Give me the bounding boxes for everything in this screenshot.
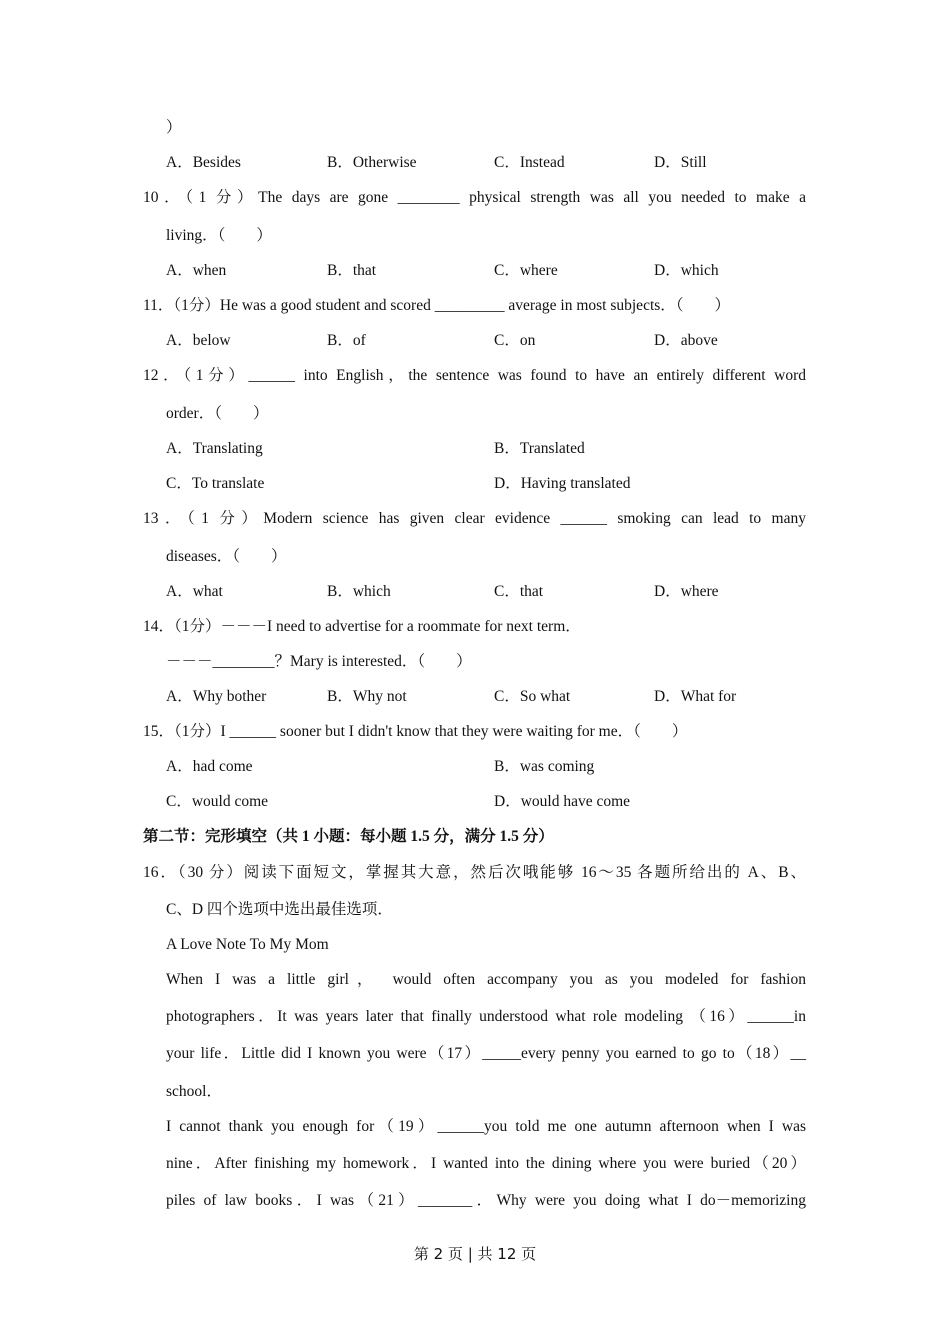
question-9-continuation: ） xyxy=(166,119,182,136)
q10-option-c: C．where xyxy=(494,262,558,279)
passage-line: piles of law books．I was（21）_______．Why were you doing what I do－memorizing xyxy=(166,1192,806,1209)
q15-option-c: C．would come xyxy=(166,793,269,810)
question-13-stem-cont: diseases．（ ） xyxy=(166,548,287,565)
q11-option-c: C．on xyxy=(494,332,536,349)
question-16-instructions-cont: C、D 四个选项中选出最佳选项． xyxy=(166,901,393,918)
q14-option-a: A．Why bother xyxy=(166,688,267,705)
q15-option-b: B．was coming xyxy=(494,758,595,775)
q10-option-a: A．when xyxy=(166,262,227,279)
q10-option-d: D．which xyxy=(654,262,719,279)
q14-option-d: D．What for xyxy=(654,688,737,705)
question-13-stem: 13．（1 分）Modern science has given clear evidence ______ smoking can lead to many xyxy=(143,510,806,527)
q11-option-d: D．above xyxy=(654,332,718,349)
passage-line: nine．After finishing my homework．I wanted into the dining where you were buried（20） xyxy=(166,1155,806,1172)
q12-option-a: A．Translating xyxy=(166,440,263,457)
question-12-stem: 12．（1分）______ into English，the sentence was found to have an entirely different word xyxy=(143,367,806,384)
q9-option-a: A．Besides xyxy=(166,154,241,171)
q13-option-a: A．what xyxy=(166,583,223,600)
question-14-stem-cont: －－－________？Mary is interested．（ ） xyxy=(166,653,472,670)
passage-line: When I was a little girl， would often accompany you as you modeled for fashion xyxy=(166,971,806,988)
q9-option-d: D．Still xyxy=(654,154,707,171)
question-11-stem: 11．（1分）He was a good student and scored _________ average in most subjects．（ ） xyxy=(143,297,731,314)
q13-option-d: D．where xyxy=(654,583,719,600)
q12-option-b: B．Translated xyxy=(494,440,585,457)
q13-option-c: C．that xyxy=(494,583,544,600)
q12-option-d: D．Having translated xyxy=(494,475,631,492)
q11-option-a: A．below xyxy=(166,332,231,349)
passage-title: A Love Note To My Mom xyxy=(166,936,329,953)
q14-option-b: B．Why not xyxy=(327,688,407,705)
question-15-stem: 15．（1分）I ______ sooner but I didn't know that they were waiting for me．（ ） xyxy=(143,723,688,740)
q15-option-d: D．would have come xyxy=(494,793,631,810)
q10-option-b: B．that xyxy=(327,262,377,279)
question-16-instructions: 16．（30 分）阅读下面短文，掌握其大意，然后次哦能够 16～35 各题所给出的 A、B、 xyxy=(143,864,806,881)
question-10-stem-cont: living．（ ） xyxy=(166,227,272,244)
question-10-stem: 10．（1 分）The days are gone ________ physical strength was all you needed to make a xyxy=(143,189,806,206)
q9-option-c: C．Instead xyxy=(494,154,565,171)
q15-option-a: A．had come xyxy=(166,758,253,775)
q13-option-b: B．which xyxy=(327,583,391,600)
question-12-stem-cont: order．（ ） xyxy=(166,405,269,422)
q12-option-c: C．To translate xyxy=(166,475,265,492)
passage-line: your life．Little did I known you were（17）_____every penny you earned to go to（18）__ xyxy=(166,1045,806,1062)
q9-option-b: B．Otherwise xyxy=(327,154,417,171)
passage-line: photographers．It was years later that finally understood what role modeling （16）______in xyxy=(166,1008,806,1025)
section-heading-cloze: 第二节：完形填空（共 1 小题：每小题 1.5 分，满分 1.5 分） xyxy=(143,828,554,845)
q11-option-b: B．of xyxy=(327,332,366,349)
passage-line: I cannot thank you enough for（19）______you told me one autumn afternoon when I was xyxy=(166,1118,806,1135)
question-14-stem: 14．（1分）－－－I need to advertise for a roommate for next term． xyxy=(143,618,581,635)
passage-line: school． xyxy=(166,1083,222,1100)
q14-option-c: C．So what xyxy=(494,688,571,705)
page-number-footer: 第 2 页 | 共 12 页 xyxy=(413,1245,537,1263)
